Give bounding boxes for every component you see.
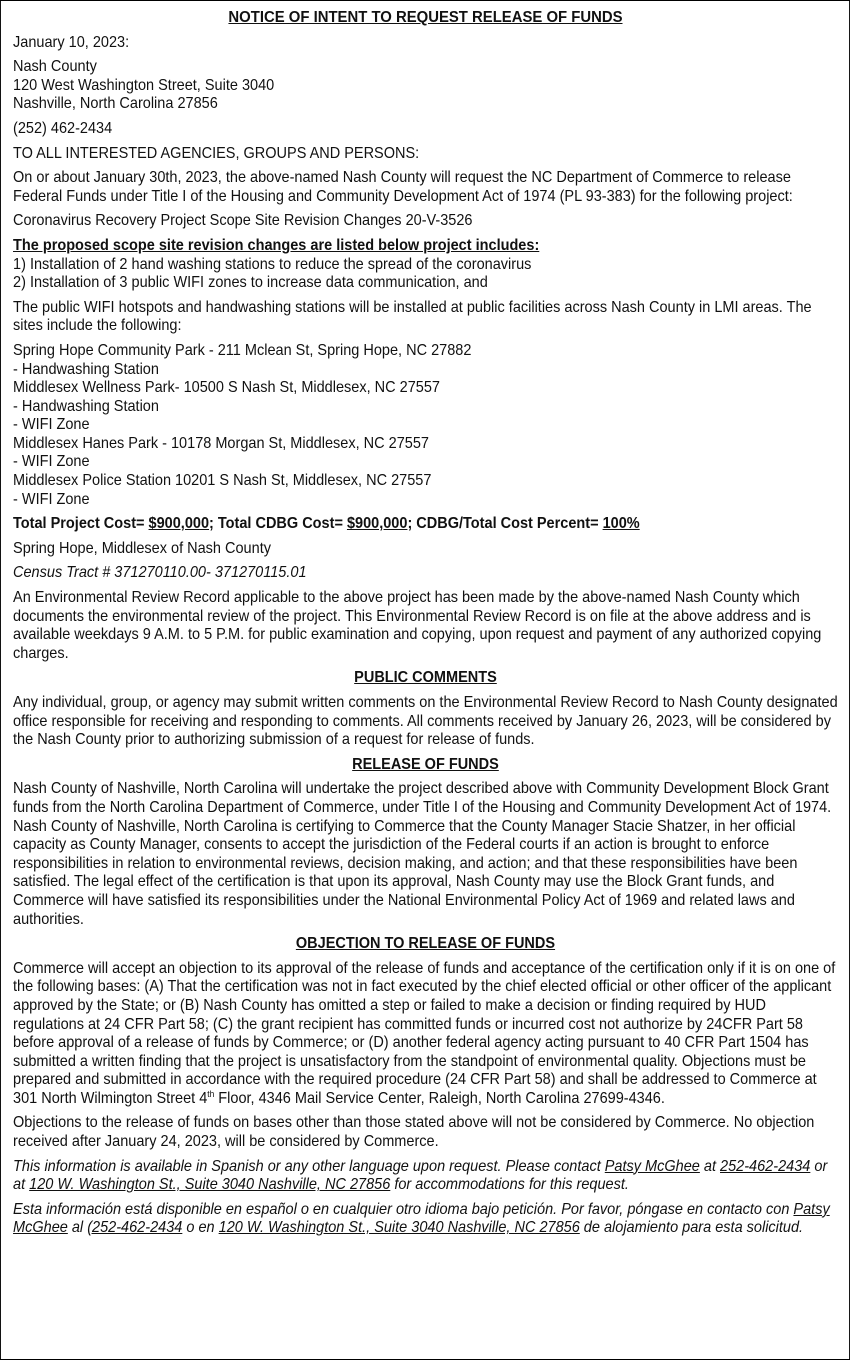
site-entry: - Handwashing Station [13,360,159,378]
site-entry: Middlesex Wellness Park- 10500 S Nash St, Middlesex, NC 27557 [13,379,440,397]
notice-date: January 10, 2023: [13,33,130,51]
county-address [13,58,838,114]
english-notice-text: at [699,1157,721,1175]
percent-value: 100% [602,515,640,533]
english-contact-name: Patsy McGhee [604,1157,700,1175]
site-entry: - WIFI Zone [13,416,90,434]
release-of-funds-heading: RELEASE OF FUNDS [352,755,499,773]
site-entry: Spring Hope Community Park - 211 Mclean St, Spring Hope, NC 27882 [13,341,472,359]
intro-paragraph: On or about January 30th, 2023, the above-named Nash County will request the NC Department of Commerce to release Federal Funds under Title I of the Housing and Community Development Act of 1974 (PL 93-383) for the following project: [13,169,793,205]
spanish-contact-phone: (252-462-2434 [87,1219,183,1237]
spanish-contact-address: 120 W. Washington St., Suite 3040 Nashville, NC 27856 [218,1219,580,1237]
objection-body [13,960,838,1109]
english-notice-text: for accommodations for this request. [390,1176,629,1194]
county-phone: (252) 462-2434 [13,119,113,137]
project-cost-value: $900,000 [148,515,210,533]
objection-deadline: Objections to the release of funds on bases other than those stated above will not be considered by Commerce. No objection received after January 24, 2023, will be considered by Commerce. [13,1114,815,1151]
project-name: Coronavirus Recovery Project Scope Site Revision Changes 20-V-3526 [13,212,473,230]
english-contact-address: 120 W. Washington St., Suite 3040 Nashville, NC 27856 [29,1176,391,1194]
project-location: Spring Hope, Middlesex of Nash County [13,539,271,557]
cdbg-cost-label: ; Total CDBG Cost= [209,515,347,533]
scope-change-item: 2) Installation of 3 public WIFI zones to increase data communication, and [13,274,488,292]
scope-changes-heading: The proposed scope site revision changes are listed below project includes: [13,236,540,254]
english-language-notice [13,1158,838,1195]
public-comments-heading: PUBLIC COMMENTS [354,669,497,687]
objection-heading: OBJECTION TO RELEASE OF FUNDS [295,935,556,953]
county-name: Nash County [13,58,97,76]
site-entry: - Handwashing Station [13,397,159,415]
english-contact-phone: 252-462-2434 [720,1157,811,1175]
site-entry: Middlesex Hanes Park - 10178 Morgan St, Middlesex, NC 27557 [13,434,429,452]
site-entry: - WIFI Zone [13,453,90,471]
scope-changes [13,237,838,293]
sites-intro: The public WIFI hotspots and handwashing stations will be installed at public facilities across Nash County in LMI areas. The sites include the following: [13,298,812,335]
public-comments-body: Any individual, group, or agency may submit written comments on the Environmental Review Record to Nash County designated office responsible for receiving and responding to comments. All comments received by January 26, 2023, will be considered by the Nash County prior to authorizing submission of a request for release of funds. [13,694,838,749]
percent-label: ; CDBG/Total Cost Percent= [407,515,603,533]
site-entry: - WIFI Zone [13,490,90,508]
county-street: 120 West Washington Street, Suite 3040 [13,76,275,94]
spanish-notice-text: al [67,1219,88,1237]
objection-text-end: Floor, 4346 Mail Service Center, Raleigh, North Carolina 27699-4346. [214,1089,665,1107]
cdbg-cost-value: $900,000 [346,515,408,533]
salutation: TO ALL INTERESTED AGENCIES, GROUPS AND PERSONS: [13,144,420,162]
project-cost-label: Total Project Cost= [13,515,149,533]
cost-summary [13,515,838,534]
sites-list [13,342,838,509]
english-notice-text: or at [13,1157,828,1194]
spanish-contact-name: Patsy McGhee [13,1200,830,1237]
spanish-language-notice [13,1201,838,1238]
spanish-notice-text: o en [182,1219,219,1237]
spanish-notice-text: de alojamiento para esta solicitud. [579,1219,804,1237]
notice-title: NOTICE OF INTENT TO REQUEST RELEASE OF FUNDS [228,9,623,26]
county-city: Nashville, North Carolina 27856 [13,95,218,113]
release-of-funds-body: Nash County of Nashville, North Carolina will undertake the project described above with Community Development Block Grant funds from the North Carolina Department of Commerce, under Title I of the Housing and Community Development Act of 1974. Nash County of Nashville, North Carolina is certifying to Commerce that the County Manager Stacie Shatzer, in her official capacity as County Manager, consents to accept the jurisdiction of the Federal courts if an action is brought to enforce responsibilities in relation to environmental reviews, decision making, and action; and that these responsibilities have been satisfied. The legal effect of the certification is that upon its approval, Nash County may use the Block Grant funds, and Commerce will have satisfied its responsibilities under the National Environmental Policy Act of 1969 and related laws and authorities. [13,780,832,928]
site-entry: Middlesex Police Station 10201 S Nash St, Middlesex, NC 27557 [13,472,432,490]
objection-text: Commerce will accept an objection to its approval of the release of funds and acceptance of the certification only if it is on one of the following bases: (A) That the certification was not in fact executed by the chief elected official or other officer of the applicant approved by the State; or (B) Nash County has omitted a step or failed to make a decision or finding required by HUD regulations at 24 CFR Part 58; (C) the grant recipient has committed funds or incurred cost not authorize by 24CFR Part 58 before approval of a release of funds by Commerce; or (D) another federal agency acting pursuant to 40 CFR Part 1504 has submitted a written finding that the project is unsatisfactory from the standpoint of environmental quality. Objections must be prepared and submitted in accordance with the required procedure (24 CFR Part 58) and shall be addressed to Commerce at 301 North Wilmington Street 4 [13,959,836,1107]
census-tract: Census Tract # 371270110.00- 371270115.01 [13,564,307,582]
floor-ordinal: th [207,1088,215,1099]
spanish-notice-text: Esta información está disponible en español o en cualquier otro idioma bajo petición. Por favor, póngase en contacto con [13,1200,794,1218]
environmental-review-paragraph: An Environmental Review Record applicable to the above project has been made by the above-named Nash County which documents the environmental review of the project. This Environmental Review Record is on file at the above address and is available weekdays 9 A.M. to 5 P.M. for public examination and copying, upon request and payment of any authorized copying charges. [13,589,822,662]
english-notice-text: This information is available in Spanish or any other language upon request. Please contact [13,1157,605,1175]
scope-change-item: 1) Installation of 2 hand washing stations to reduce the spread of the coronavirus [13,255,532,273]
